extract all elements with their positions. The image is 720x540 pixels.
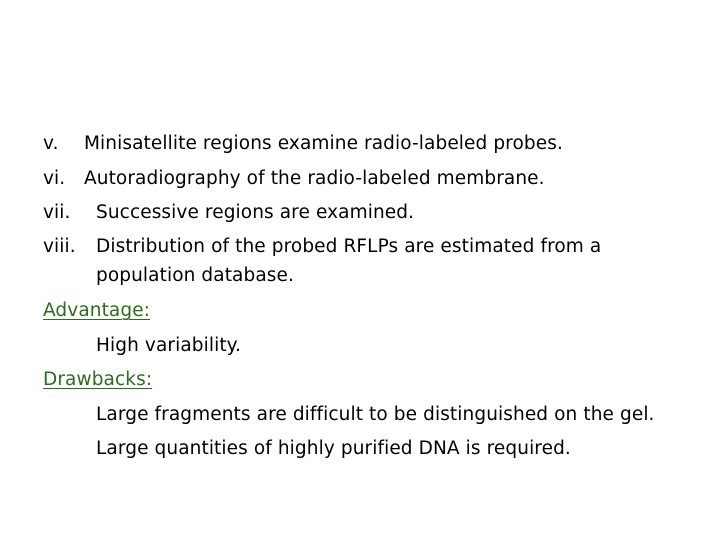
drawback-item: Large fragments are difficult to be distinguished on the gel. [96, 404, 655, 425]
list-item-continuation: population database. [96, 265, 294, 286]
list-marker: vii. [43, 202, 71, 223]
list-marker: v. [43, 133, 59, 154]
list-item-text: Successive regions are examined. [96, 202, 415, 223]
list-item-text: Distribution of the probed RFLPs are estimated from a [96, 236, 602, 257]
list-marker: vi. [43, 168, 66, 189]
list-item-text: Minisatellite regions examine radio-labeled probes. [84, 133, 563, 154]
list-item-text: Autoradiography of the radio-labeled membrane. [84, 168, 545, 189]
advantage-heading: Advantage: [43, 300, 151, 321]
advantage-item: High variability. [96, 335, 242, 356]
drawbacks-heading: Drawbacks: [43, 369, 153, 390]
list-marker: viii. [43, 236, 76, 257]
drawback-item: Large quantities of highly purified DNA is required. [96, 438, 571, 459]
